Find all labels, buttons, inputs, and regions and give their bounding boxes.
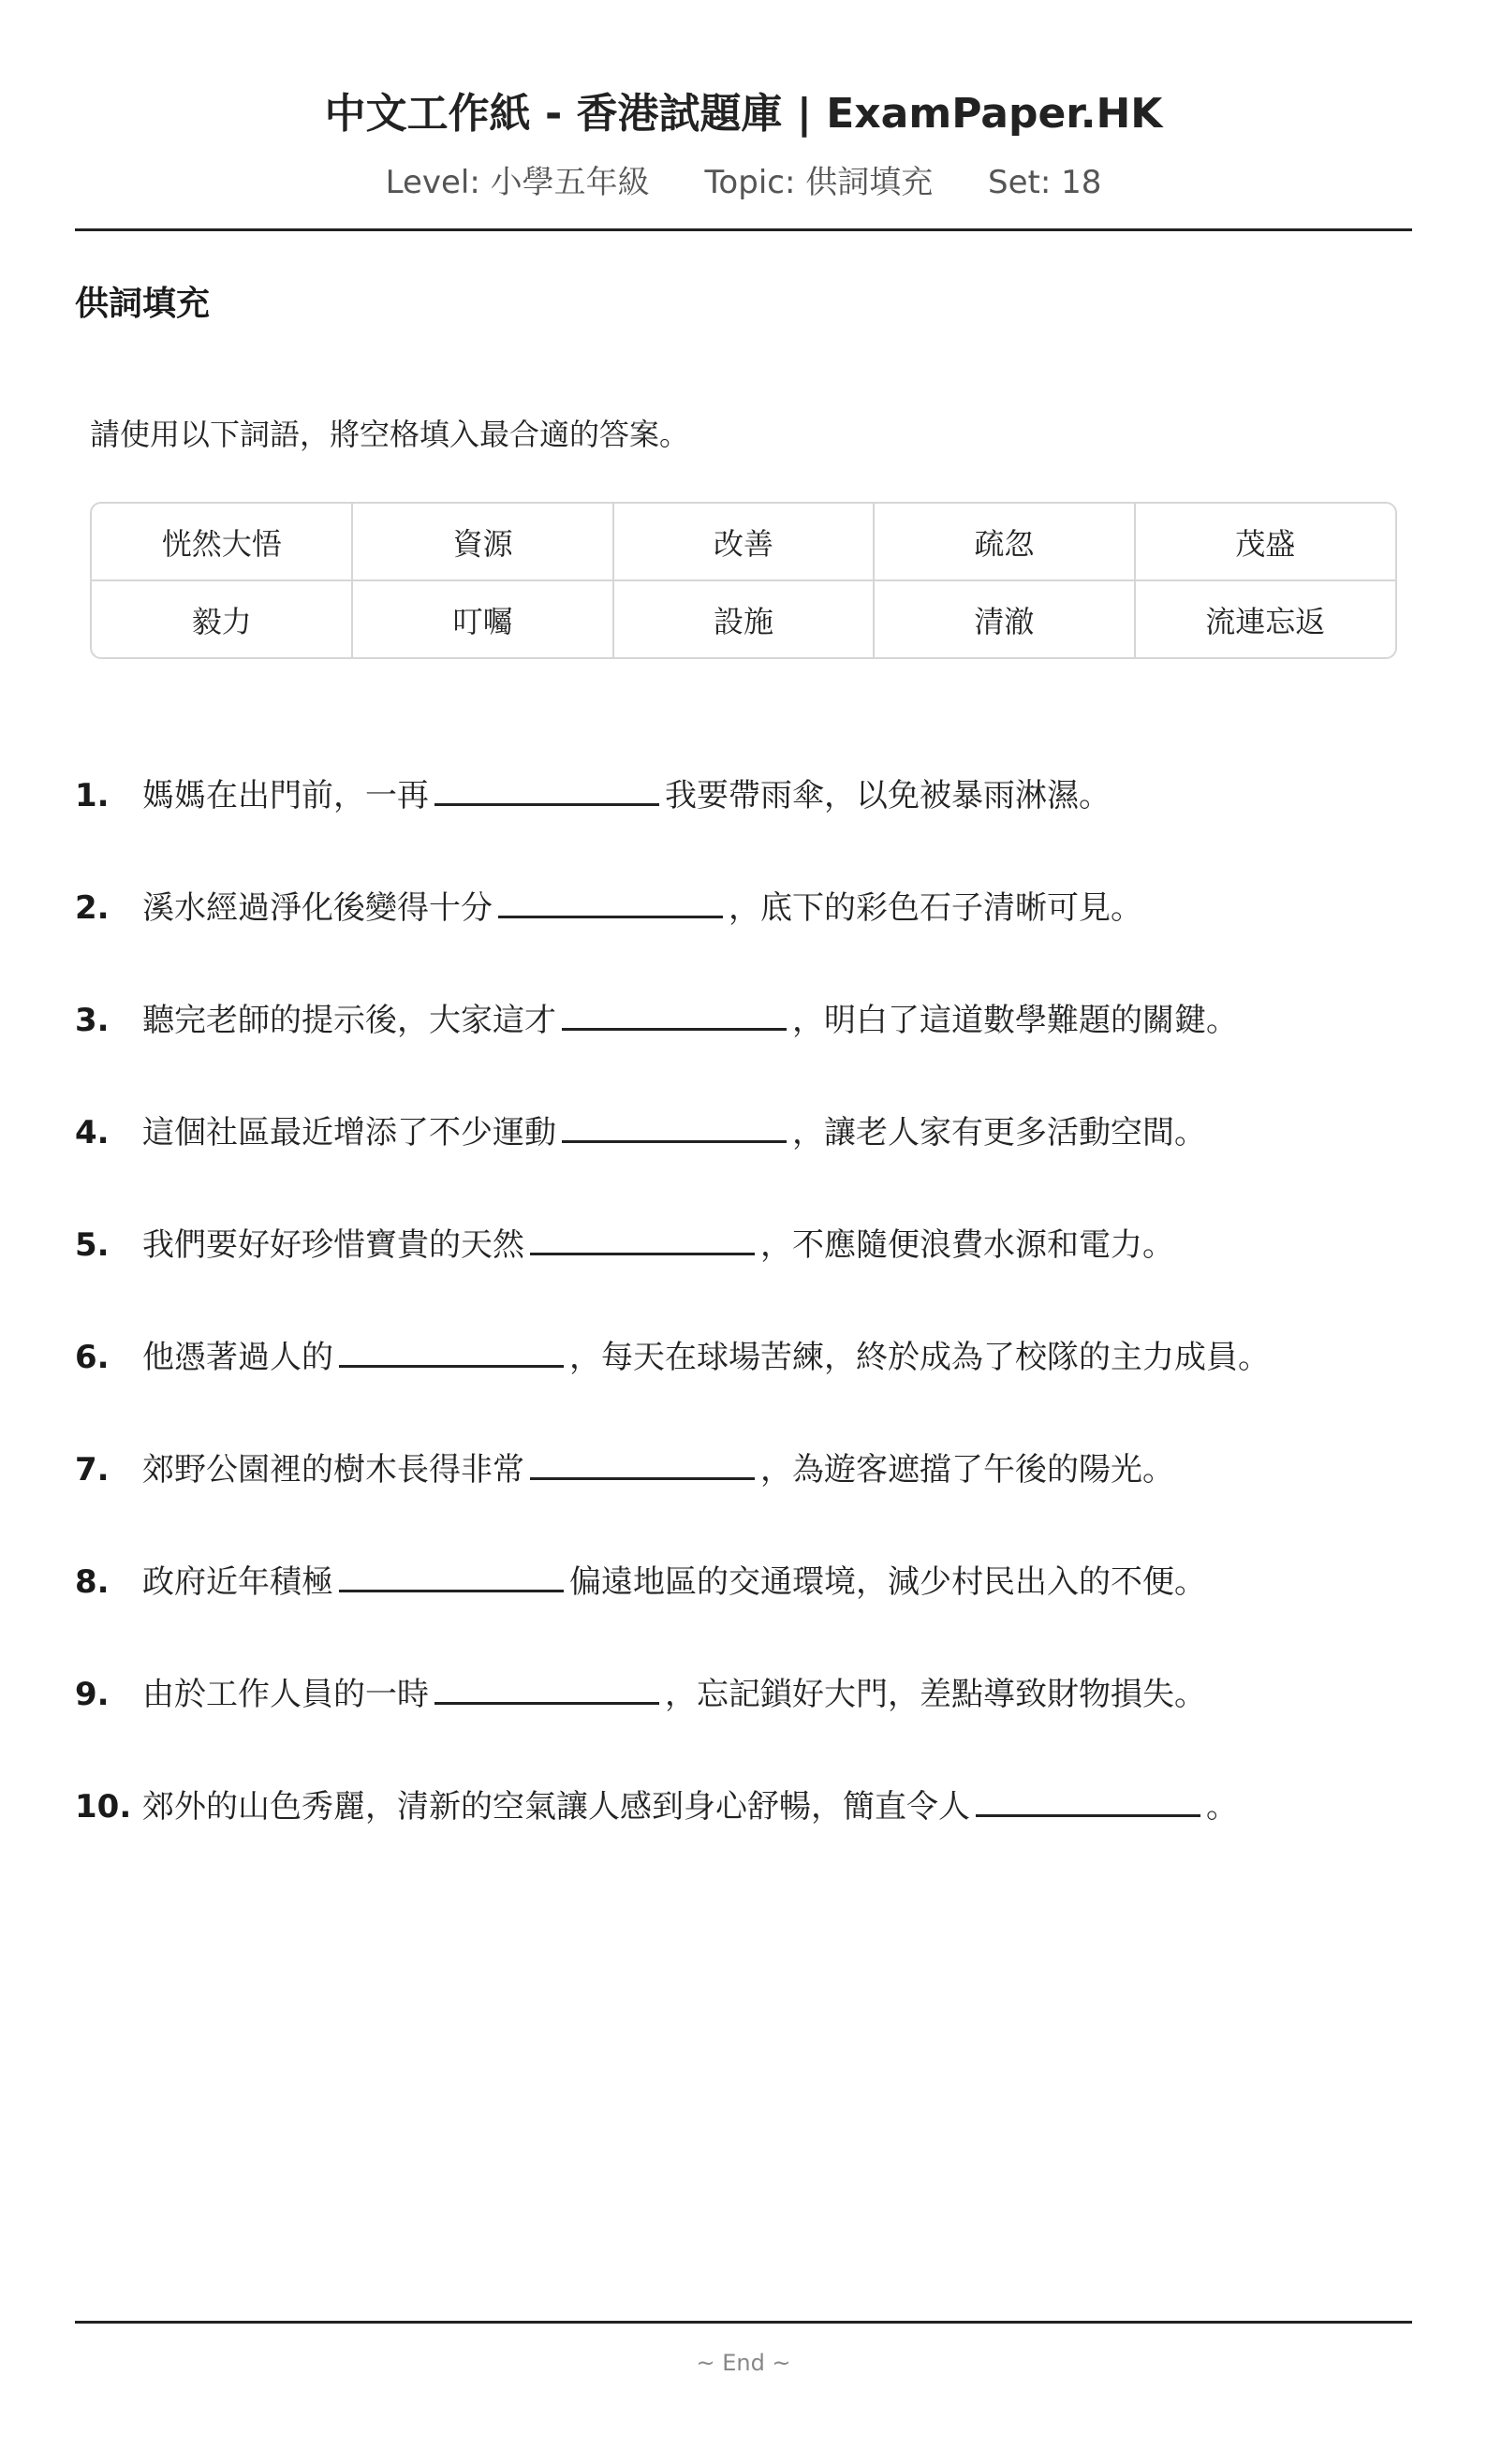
question-number: 4. [75, 1114, 110, 1151]
question-item [75, 1093, 1412, 1206]
answer-blank[interactable] [498, 878, 723, 918]
answer-blank[interactable] [434, 766, 659, 806]
question-text-before: 他憑著過人的 [142, 1339, 333, 1376]
word-bank-cell: 茂盛 [1135, 504, 1395, 580]
question-text-after: ，不應隨便浪費水源和電力。 [760, 1226, 1174, 1264]
question-number: 5. [75, 1226, 110, 1264]
question-item [75, 1206, 1412, 1318]
question-number: 9. [75, 1676, 110, 1713]
question-text [142, 756, 1111, 835]
question-text-after: ，讓老人家有更多活動空間。 [792, 1114, 1206, 1151]
question-item [75, 756, 1412, 869]
question-text-after: 。 [1206, 1788, 1238, 1826]
question-item [75, 981, 1412, 1093]
answer-blank[interactable] [562, 990, 787, 1031]
word-bank-row [92, 504, 1395, 580]
question-text-after: ，忘記鎖好大門，差點導致財物損失。 [665, 1676, 1206, 1713]
question-text-after: ，每天在球場苦練，終於成為了校隊的主力成員。 [569, 1339, 1270, 1376]
footer-divider [75, 2321, 1412, 2324]
answer-blank[interactable] [530, 1215, 755, 1255]
word-bank-cell: 改善 [613, 504, 874, 580]
answer-blank[interactable] [976, 1777, 1200, 1817]
answer-blank[interactable] [562, 1103, 787, 1143]
question-text [142, 981, 1238, 1060]
question-text-after: ，明白了這道數學難題的關鍵。 [792, 1002, 1238, 1039]
question-text-after: ，底下的彩色石子清晰可見。 [729, 889, 1142, 927]
question-text-before: 由於工作人員的一時 [142, 1676, 429, 1713]
question-text [142, 1543, 1206, 1621]
question-text [142, 1318, 1270, 1397]
question-text [142, 1206, 1174, 1284]
answer-blank[interactable] [339, 1327, 564, 1368]
question-item [75, 1318, 1412, 1430]
word-bank-cell: 設施 [613, 580, 874, 657]
question-number: 3. [75, 1002, 110, 1039]
question-text-before: 政府近年積極 [142, 1563, 333, 1601]
question-number: 7. [75, 1451, 110, 1489]
worksheet-header [75, 0, 1412, 204]
question-text [142, 1430, 1174, 1509]
question-text [142, 869, 1142, 947]
word-bank [90, 502, 1397, 659]
question-text-before: 溪水經過淨化後變得十分 [142, 889, 493, 927]
question-item [75, 1655, 1412, 1767]
worksheet-page [75, 0, 1412, 2464]
word-bank-table [92, 504, 1395, 657]
answer-blank[interactable] [434, 1665, 659, 1705]
word-bank-cell: 叮囑 [352, 580, 612, 657]
word-bank-cell: 流連忘返 [1205, 603, 1326, 639]
word-bank-cell: 恍然大悟 [92, 504, 352, 580]
question-text-before: 媽媽在出門前，一再 [142, 777, 429, 814]
question-text-before: 這個社區最近增添了不少運動 [142, 1114, 556, 1151]
question-text [142, 1093, 1206, 1172]
footer-end-text: ~ End ~ [696, 2350, 791, 2376]
question-list [75, 756, 1412, 1880]
question-number: 6. [75, 1339, 110, 1376]
word-bank-cell: 疏忽 [874, 504, 1134, 580]
word-bank-cell: 資源 [352, 504, 612, 580]
word-bank-cell: 清澈 [874, 580, 1134, 657]
question-item [75, 1430, 1412, 1543]
question-text-after: 我要帶雨傘，以免被暴雨淋濕。 [665, 777, 1111, 814]
question-number: 10. [75, 1788, 132, 1826]
topic-label: Topic: 供詞填充 [704, 164, 934, 201]
set-label: Set: 18 [988, 164, 1102, 201]
level-label: Level: 小學五年級 [385, 164, 650, 201]
header-divider [75, 228, 1412, 231]
question-text-before: 我們要好好珍惜寶貴的天然 [142, 1226, 524, 1264]
section-title: 供詞填充 [75, 285, 211, 323]
page-title: 中文工作紙 - 香港試題庫 | ExamPaper.HK [324, 90, 1163, 138]
answer-blank[interactable] [530, 1440, 755, 1480]
question-number: 8. [75, 1563, 110, 1601]
question-number: 2. [75, 889, 110, 927]
question-item [75, 1543, 1412, 1655]
question-text-before: 郊野公園裡的樹木長得非常 [142, 1451, 524, 1489]
question-text-before: 郊外的山色秀麗，清新的空氣讓人感到身心舒暢，簡直令人 [142, 1788, 970, 1826]
word-bank-cell: 毅力 [92, 580, 352, 657]
answer-blank[interactable] [339, 1552, 564, 1592]
question-text [142, 1655, 1206, 1734]
question-number: 1. [75, 777, 110, 814]
question-item [75, 869, 1412, 981]
instruction-text: 請使用以下詞語，將空格填入最合適的答案。 [90, 417, 690, 452]
question-text-after: ，為遊客遮擋了午後的陽光。 [760, 1451, 1174, 1489]
word-bank-row [92, 580, 1395, 657]
question-text [142, 1767, 1238, 1846]
question-item [75, 1767, 1412, 1880]
question-text-after: 偏遠地區的交通環境，減少村民出入的不便。 [569, 1563, 1206, 1601]
question-text-before: 聽完老師的提示後，大家這才 [142, 1002, 556, 1039]
worksheet-meta [75, 161, 1412, 204]
